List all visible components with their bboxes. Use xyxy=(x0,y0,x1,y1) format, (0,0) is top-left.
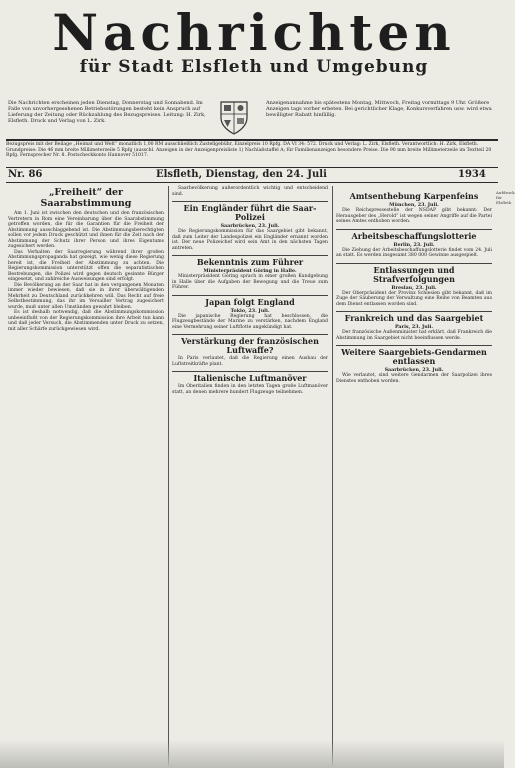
masthead-rule xyxy=(6,139,498,141)
dateline: Tokio, 23. Juli. xyxy=(230,307,270,314)
dateline: Paris, 23. Juli. xyxy=(394,324,434,330)
dateline: Saarbrücken, 23. Juli. xyxy=(220,223,280,229)
column-divider xyxy=(168,186,169,766)
dateline: Saarbrücken, 23. Juli. xyxy=(384,367,444,373)
article-paragraph: Saarbevölkerung außerordentlich wichtig und entscheidend sind. xyxy=(172,186,328,197)
publisher-info-left: Die Nachrichten erscheinen jeden Dienstag, Donnerstag und Sonnabend. Im Falle von unvorhergesehenen Betriebsstörungen besteht kein Anspruch auf Lieferung der Zeitung oder Rückzahlung des Bezugspreises. Leitung: H. Zirk, Elsfleth. Druck und Verlag von L. Zirk. xyxy=(8,100,206,124)
masthead xyxy=(6,3,502,77)
margin-note: Aufdruck für Elsfleth xyxy=(496,190,515,205)
headline-saar-polizei: Ein Engländer führt die Saar-Polizei xyxy=(172,201,328,222)
page-edge-shadow xyxy=(0,740,504,768)
article-paragraph: Die Ziehung der Arbeitsbeschaffungslotterie findet vom 24. Juli an statt. Es werden insgesamt 380 000 Gewinne ausgespielt. xyxy=(336,247,492,258)
dateline: München, 23. Juli. xyxy=(389,202,439,208)
article-paragraph: Es ist deshalb notwendig, daß die Abstimmungskommission unbeeinflußt von der Regierungskommission ihre Arbeit tun kann und daß jeder Versuch, die Abstimmenden unter Druck zu setzen, mit aller Schärfe zurückgewiesen wird. xyxy=(8,310,164,332)
headline-frankreich: Frankreich und das Saargebiet xyxy=(336,311,492,323)
issue-place-date: Elsfleth, Dienstag, den 24. Juli xyxy=(156,169,327,180)
headline-luftwaffe: Verstärkung der französischen Luftwaffe? xyxy=(172,334,328,355)
article-paragraph: Die Reichspressestelle der NSDAP gibt bekannt: Der Herausgeber des „Herold“ ist wegen seiner Angriffe auf die Partei seines Amtes enthoben worden. xyxy=(336,208,492,224)
article-paragraph: Am 1. Juni ist zwischen den deutschen und den französischen Vertretern in Rom eine Vereinbarung über die Saarabstimmung getroffen worden, die für die Garantien für die Freiheit der Abstimmung ausschlaggebend ist. Die Abstimmungsberechtigten sollen vor jedem Druck geschützt und ihnen für die Zeit nach der Abstimmung der Schutz ihrer Person und ihres Eigentums zugesichert werden. xyxy=(8,211,164,249)
headline-gendarmen: Weitere Saargebiets-Gendarmen entlassen xyxy=(336,345,492,366)
headline-entlassungen: Entlassungen und Strafverfolgungen xyxy=(336,263,492,284)
article-paragraph: Wie verlautet, sind weitere Gendarmen der Saarpolizei ihres Dienstes enthoben worden. xyxy=(336,373,492,384)
article-paragraph: Das Verhalten der Saarregierung während ihrer großen Abstimmungspropaganda hat gezeigt, wie wenig diese Regierung bereit ist, die Freiheit der Abstimmung zu achten. Die Regierungskommission unterstützt offen die separatistischen Bestrebungen, die Polizei wird gegen deutsch gesinnte Bürger eingesetzt, und zahlreiche Ausweisungen sind erfolgt. xyxy=(8,249,164,282)
column-3 xyxy=(336,186,492,766)
article-paragraph: Der Oberpräsident der Provinz Schlesien gibt bekannt, daß im Zuge der Säuberung der Verwaltung eine Reihe von Beamten aus dem Dienst entlassen worden sind. xyxy=(336,290,492,307)
article-paragraph: Die Bevölkerung an der Saar hat in den vergangenen Monaten immer wieder bewiesen, daß sie in ihrer überwältigenden Mehrheit zu Deutschland zurückkehren will. Das Recht auf freie Selbstbestimmung, das ihr im Versailler Vertrag zugesichert wurde, muß unter allen Umständen gewahrt bleiben. xyxy=(8,282,164,310)
article-paragraph: Ministerpräsident Göring sprach in einer großen Kundgebung in Halle über die Aufgaben der Bewegung und die Treue zum Führer. xyxy=(172,274,328,290)
dateline: Berlin, 23. Juli. xyxy=(393,241,435,248)
column-divider xyxy=(332,186,333,766)
headline-lotterie: Arbeitsbeschaffungslotterie xyxy=(336,229,492,241)
column-1 xyxy=(8,186,164,766)
article-paragraph: Die japanische Regierung hat beschlossen, die Flugzeugbestände der Marine zu verstärken, nachdem England eine Vermehrung seiner Luftflotte angekündigt hat. xyxy=(172,313,328,330)
newspaper-title: Nachrichten xyxy=(52,3,456,62)
article-paragraph: Im Oberitalien finden in den letzten Tagen große Luftmanöver statt, an denen mehrere hundert Flugzeuge teilnehmen. xyxy=(172,384,328,395)
article-paragraph: In Paris verlautet, daß die Regierung einen Ausbau der Luftstreitkräfte plant. xyxy=(172,356,328,367)
issue-year: 1934 xyxy=(458,169,486,180)
issue-number: Nr. 86 xyxy=(8,169,43,180)
headline-japan: Japan folgt England xyxy=(172,295,328,307)
newspaper-subtitle: für Stadt Elsfleth und Umgebung xyxy=(79,57,429,77)
headline-saar: „Freiheit“ der Saarabstimmung xyxy=(40,187,132,209)
article-paragraph: Der französische Außenminister hat erklärt, daß Frankreich die Abstimmung im Saargebiet nicht beeinflussen werde. xyxy=(336,330,492,341)
subscription-notice: Bezugspreis mit der Beilage „Heimat und Welt“ monatlich 1,00 RM ausschließlich Zustellgebühr, Einzelpreis 10 Rpfg. DA VI 34: 572. Druck und Verlag: L. Zirk, Elsfleth. Verantwortlich: H. Zirk, Elsfleth. Grundpreise: Die 46 mm breite Millimeterzeile 5 Rpfg (ausschl. Anzeigen in der Anzeigenpreisliste 1) Nachlaßstaffel A; für Familienanzeigen besondere Preise. Die 90 mm breite Millimeterzeile im Textteil 20 Rpfg. Fernsprecher Nr. 8. Postscheckkonto Hannover 51017. xyxy=(6,142,492,159)
publisher-info xyxy=(8,100,498,136)
issue-date-bar xyxy=(6,167,498,183)
column-2 xyxy=(172,186,328,766)
coat-of-arms-icon xyxy=(218,100,250,136)
dateline: Breslau, 23. Juli. xyxy=(391,284,437,291)
headline-amtsenthebung: Amtsenthebung Karpenfeins xyxy=(349,191,479,201)
article-paragraph: Die Regierungskommission für das Saargebiet gibt bekannt, daß zum Leiter der Landespolizei ein Engländer ernannt worden ist. Der neue Polizeichef wird sein Amt in den nächsten Tagen antreten. xyxy=(172,229,328,251)
headline-luftmanoever: Italienische Luftmanöver xyxy=(172,371,328,383)
dateline: Ministerpräsident Göring in Halle. xyxy=(203,268,297,274)
headline-bekenntnis: Bekenntnis zum Führer xyxy=(172,255,328,267)
publisher-info-right: Anzeigenannahme bis spätestens Montag, Mittwoch, Freitag vormittags 9 Uhr. Größere Anzeigen tags vorher erbeten. Bei gerichtlicher Klage, Konkursverfahren usw. wird etwa bewilligter Rabatt hinfällig. xyxy=(266,100,492,118)
